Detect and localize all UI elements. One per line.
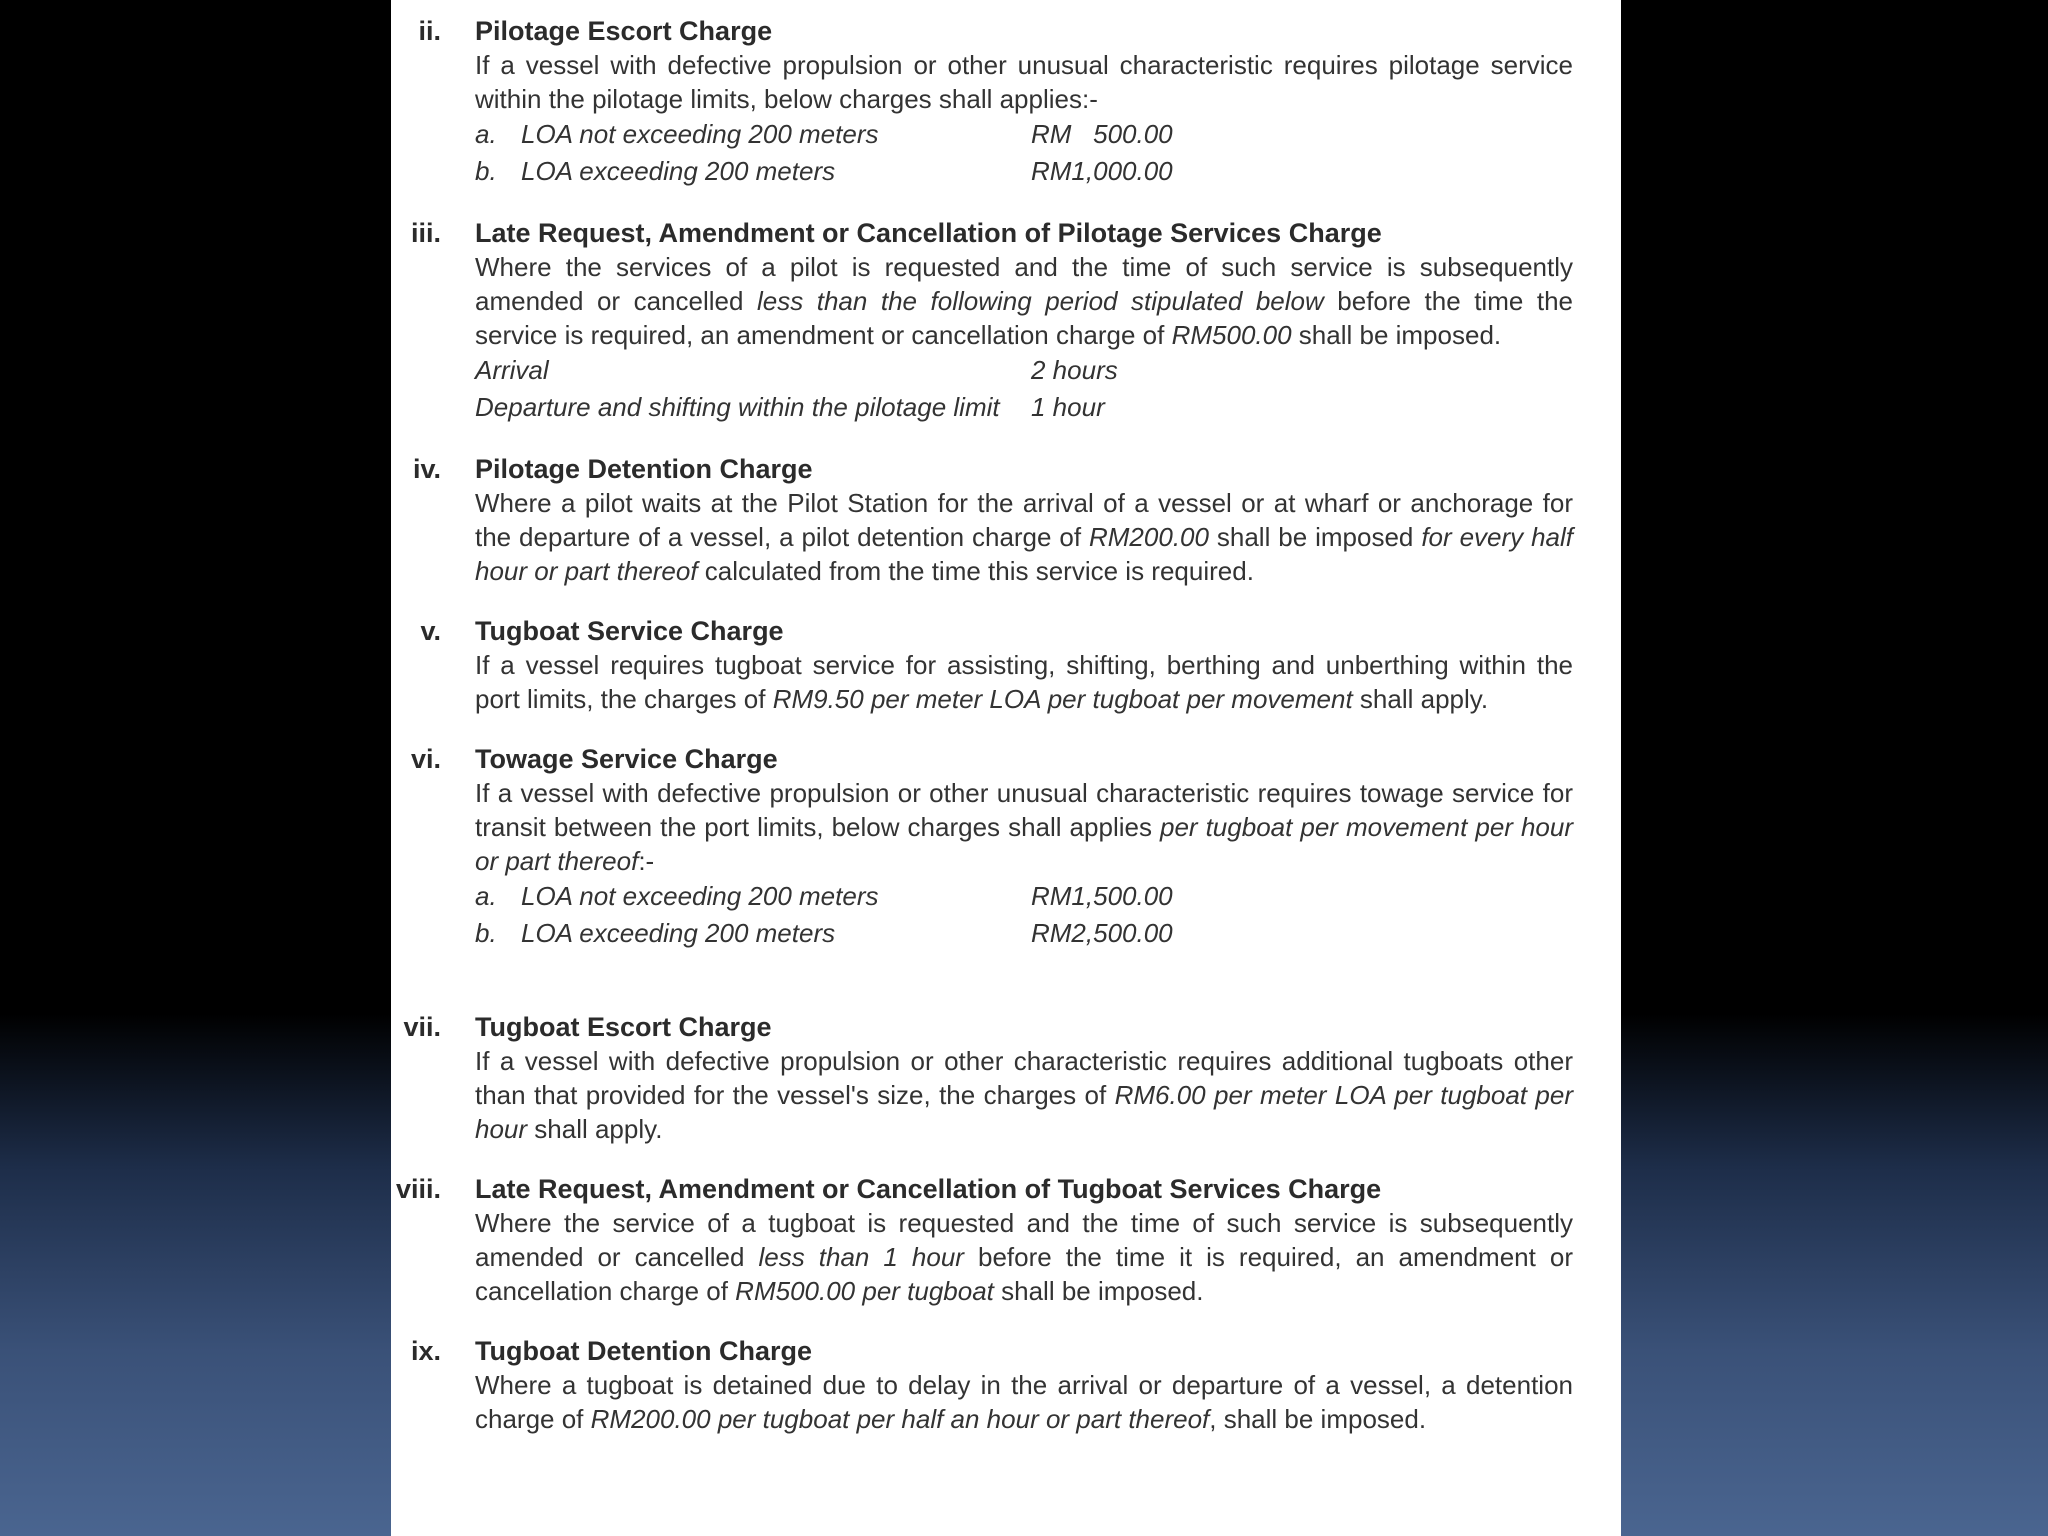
- section-heading: Tugboat Detention Charge: [475, 1336, 812, 1366]
- document-page: [391, 0, 1621, 1536]
- charge-row: b. LOA exceeding 200 meters RM1,000.00: [475, 153, 1573, 190]
- section-body: If a vessel requires tugboat service for assisting, shifting, berthing and unberthing within the port limits, the charges of RM9.50 per meter LOA per tugboat per movement shall apply.: [475, 650, 1573, 714]
- section-numeral: vii.: [403, 1012, 441, 1042]
- section-tugboat-detention: [391, 1334, 1573, 1436]
- section-heading: Towage Service Charge: [475, 744, 778, 774]
- section-numeral: v.: [420, 616, 441, 646]
- section-late-request-tugboat: [391, 1172, 1573, 1308]
- section-heading: Tugboat Escort Charge: [475, 1012, 772, 1042]
- charge-amount: RM2,500.00: [1031, 918, 1173, 948]
- section-late-request-pilotage: [391, 216, 1573, 426]
- period-row: Arrival 2 hours: [475, 352, 1573, 389]
- section-numeral: iv.: [412, 454, 441, 484]
- section-towage-service: [391, 742, 1573, 952]
- section-body: Where the service of a tugboat is requested and the time of such service is subsequently amended or cancelled less than 1 hour before the time it is required, an amendment or cancellation charge of RM500.00 per tugboat shall be imposed.: [475, 1208, 1573, 1306]
- section-body: Where the services of a pilot is requested and the time of such service is subsequently amended or cancelled less than the following period stipulated below before the time the service is required, an amendment or cancellation charge of RM500.00 shall be imposed.: [475, 252, 1573, 350]
- section-body: If a vessel with defective propulsion or other unusual characteristic requires towage service for transit between the port limits, below charges shall applies per tugboat per movement per hour or part thereof:-: [475, 778, 1573, 876]
- section-numeral: viii.: [395, 1174, 441, 1204]
- charge-amount: RM1,000.00: [1031, 156, 1173, 186]
- period-value: 1 hour: [1031, 392, 1105, 422]
- section-numeral: iii.: [410, 218, 441, 248]
- section-tugboat-service: [391, 614, 1573, 716]
- section-heading: Late Request, Amendment or Cancellation of Tugboat Services Charge: [475, 1174, 1382, 1204]
- section-pilotage-detention: [391, 452, 1573, 588]
- section-body: If a vessel with defective propulsion or other characteristic requires additional tugboats other than that provided for the vessel's size, the charges of RM6.00 per meter LOA per tugboat per hour shall apply.: [475, 1046, 1574, 1144]
- period-value: 2 hours: [1031, 355, 1118, 385]
- section-body: Where a tugboat is detained due to delay in the arrival or departure of a vessel, a detention charge of RM200.00 per tugboat per half an hour or part thereof, shall be imposed.: [475, 1370, 1573, 1434]
- section-body: If a vessel with defective propulsion or other unusual characteristic requires pilotage service within the pilotage limits, below charges shall applies:-: [475, 50, 1573, 114]
- section-heading: Pilotage Escort Charge: [475, 16, 773, 46]
- section-numeral: vi.: [410, 744, 441, 774]
- charge-amount: RM 500.00: [1031, 119, 1173, 149]
- period-row: Departure and shifting within the pilotage limit 1 hour: [475, 389, 1573, 426]
- section-heading: Late Request, Amendment or Cancellation of Pilotage Services Charge: [475, 218, 1382, 248]
- section-body: Where a pilot waits at the Pilot Station for the arrival of a vessel or at wharf or anchorage for the departure of a vessel, a pilot detention charge of RM200.00 shall be imposed for every half hour or part thereof calculated from the time this service is required.: [475, 488, 1573, 586]
- section-numeral: ix.: [410, 1336, 441, 1366]
- charge-row: a. LOA not exceeding 200 meters RM1,500.00: [475, 878, 1573, 915]
- charge-row: b. LOA exceeding 200 meters RM2,500.00: [475, 915, 1573, 952]
- section-tugboat-escort: [391, 1010, 1573, 1146]
- section-pilotage-escort: [391, 14, 1573, 190]
- section-heading: Tugboat Service Charge: [475, 616, 784, 646]
- section-numeral: ii.: [418, 16, 441, 46]
- charge-row: a. LOA not exceeding 200 meters RM 500.00: [475, 116, 1573, 153]
- charge-amount: RM1,500.00: [1031, 881, 1173, 911]
- section-heading: Pilotage Detention Charge: [475, 454, 813, 484]
